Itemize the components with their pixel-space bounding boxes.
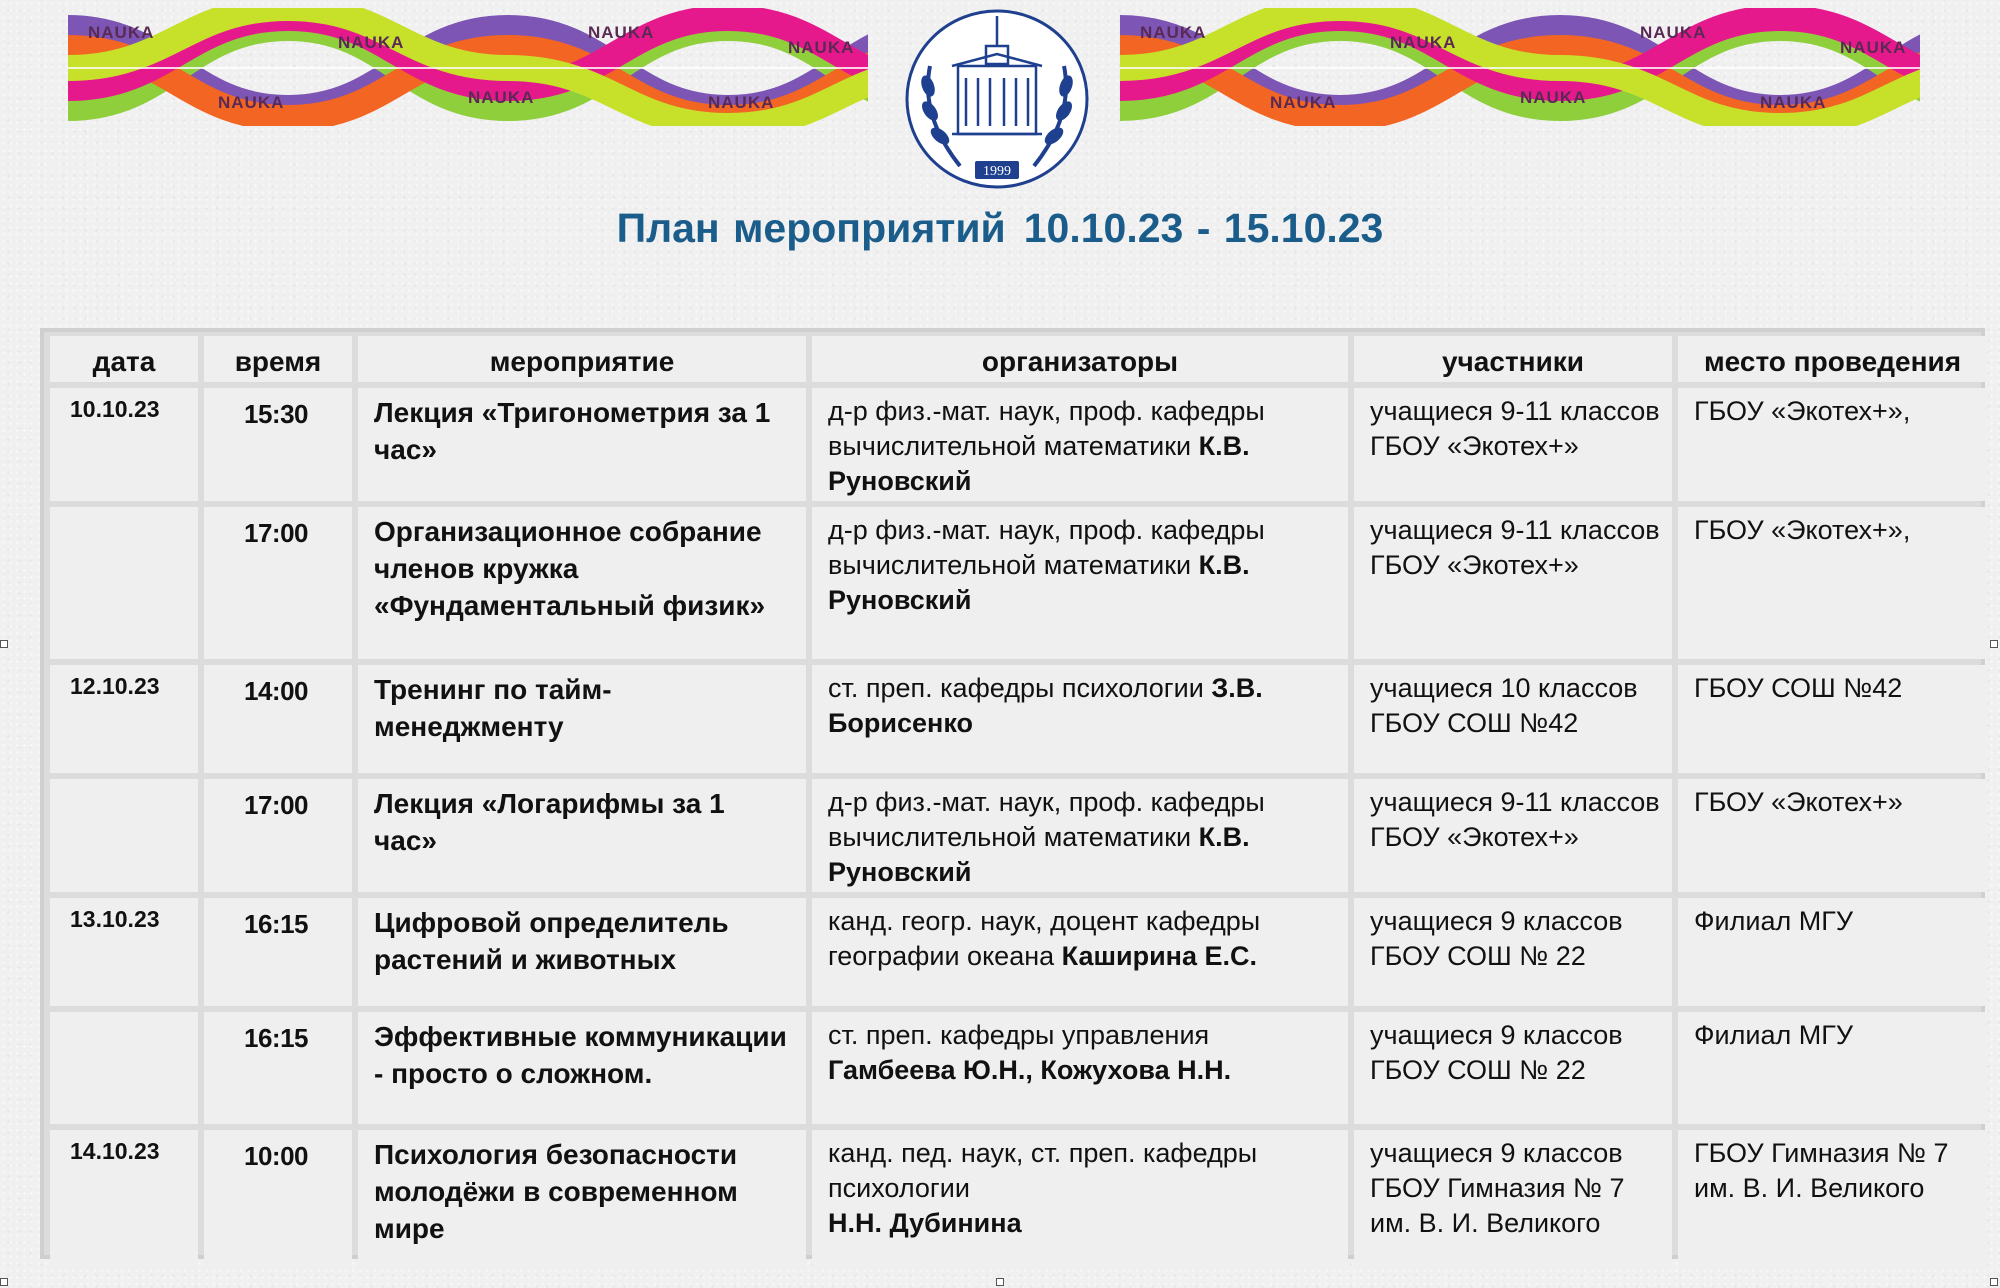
cell-organizers [812,665,1348,773]
ribbon-word: NAUKA [588,23,655,42]
cell-date: 14.10.23 [50,1130,198,1270]
emblem-year: 1999 [983,164,1011,179]
ribbon-word: NAUKA [338,33,405,52]
ribbon-word: NAUKA [1520,88,1587,107]
cell-date [50,779,198,892]
cell-time: 15:30 [204,388,352,501]
cell-date: 13.10.23 [50,898,198,1006]
ribbon-word: NAUKA [1140,23,1207,42]
organizer-name: Каширина Е.С. [1061,941,1258,971]
ribbon-word: NAUKA [788,38,855,57]
table-row [50,779,1987,892]
decorative-ribbon-left [68,8,868,126]
cell-participants: учащиеся 9 классов ГБОУ Гимназия № 7 им. В. И. Великого [1354,1130,1672,1270]
cell-place: Филиал МГУ [1678,898,1987,1006]
cell-place: ГБОУ Гимназия № 7 им. В. И. Великого [1678,1130,1987,1270]
title-dates: 10.10.23 - 15.10.23 [1023,205,1384,251]
ribbon-word: NAUKA [708,93,775,112]
cell-date [50,507,198,659]
ribbon-word: NAUKA [1760,93,1827,112]
university-emblem [900,6,1094,192]
cell-participants: учащиеся 9-11 классов ГБОУ «Экотех+» [1354,507,1672,659]
ribbon-word: NAUKA [88,23,155,42]
cell-event: Эффективные коммуникации - просто о сложном. [358,1012,806,1124]
page-title [0,205,2000,252]
cell-organizers [812,1130,1348,1270]
organizer-name: З.В. Борисенко [828,673,1263,738]
ribbon-word: NAUKA [468,88,535,107]
cell-place: ГБОУ «Экотех+», [1678,388,1987,501]
ribbon-word: NAUKA [1640,23,1707,42]
organizer-title: ст. преп. кафедры психологии [828,673,1204,703]
cell-place: ГБОУ «Экотех+», [1678,507,1987,659]
cell-event: Психология безопасности молодёжи в современном мире [358,1130,806,1270]
cell-time: 16:15 [204,898,352,1006]
ribbon-word: NAUKA [1270,93,1337,112]
cell-participants: учащиеся 9-11 классов ГБОУ «Экотех+» [1354,388,1672,501]
organizer-title: канд. геогр. наук, доцент кафедры географии океана [828,906,1261,971]
table-row [50,1012,1987,1124]
organizer-name: Гамбеева Ю.Н., Кожухова Н.Н. [828,1055,1232,1085]
cell-place: Филиал МГУ [1678,1012,1987,1124]
cell-organizers [812,898,1348,1006]
organizer-title: д-р физ.-мат. наук, проф. кафедры вычислительной математики [828,787,1265,852]
organizer-name: К.В. Руновский [828,822,1250,887]
column-header-time: время [204,336,352,382]
cell-participants: учащиеся 9 классов ГБОУ СОШ № 22 [1354,898,1672,1006]
schedule-table-frame [40,328,1985,1259]
schedule-table [44,330,1993,1276]
cell-organizers [812,507,1348,659]
column-header-participants: участники [1354,336,1672,382]
cell-time: 17:00 [204,507,352,659]
cell-participants: учащиеся 10 классов ГБОУ СОШ №42 [1354,665,1672,773]
organizer-name: Н.Н. Дубинина [828,1208,1022,1238]
organizer-title: канд. пед. наук, ст. преп. кафедры психологии [828,1138,1258,1203]
ribbon-word: NAUKA [1390,33,1457,52]
cell-organizers [812,779,1348,892]
table-row [50,1130,1987,1270]
resize-handle-left[interactable] [0,640,8,648]
cell-date: 10.10.23 [50,388,198,501]
ribbon-word: NAUKA [1840,38,1907,57]
cell-place: ГБОУ «Экотех+» [1678,779,1987,892]
column-header-date: дата [50,336,198,382]
cell-event: Лекция «Тригонометрия за 1 час» [358,388,806,501]
table-row [50,388,1987,501]
cell-participants: учащиеся 9 классов ГБОУ СОШ № 22 [1354,1012,1672,1124]
cell-time: 10:00 [204,1130,352,1270]
cell-participants: учащиеся 9-11 классов ГБОУ «Экотех+» [1354,779,1672,892]
column-header-event: мероприятие [358,336,806,382]
organizer-title: ст. преп. кафедры управления [828,1020,1210,1050]
resize-handle-bottom-right[interactable] [1990,1278,1998,1286]
cell-event: Лекция «Логарифмы за 1 час» [358,779,806,892]
title-prefix: План мероприятий [616,205,1006,251]
organizer-title: д-р физ.-мат. наук, проф. кафедры вычислительной математики [828,515,1265,580]
organizer-name: К.В. Руновский [828,431,1250,496]
ribbon-word: NAUKA [218,93,285,112]
cell-organizers [812,1012,1348,1124]
cell-date: 12.10.23 [50,665,198,773]
table-row [50,898,1987,1006]
cell-organizers [812,388,1348,501]
resize-handle-bottom-left[interactable] [0,1278,8,1286]
cell-time: 17:00 [204,779,352,892]
table-row [50,507,1987,659]
table-row [50,665,1987,773]
organizer-title: д-р физ.-мат. наук, проф. кафедры вычислительной математики [828,396,1265,461]
resize-handle-bottom[interactable] [996,1278,1004,1286]
cell-event: Организационное собрание членов кружка «Фундаментальный физик» [358,507,806,659]
cell-place: ГБОУ СОШ №42 [1678,665,1987,773]
cell-date [50,1012,198,1124]
cell-event: Цифровой определитель растений и животных [358,898,806,1006]
organizer-name: К.В. Руновский [828,550,1250,615]
decorative-ribbon-right [1120,8,1920,126]
cell-time: 16:15 [204,1012,352,1124]
cell-event: Тренинг по тайм-менеджменту [358,665,806,773]
column-header-place: место проведения [1678,336,1987,382]
cell-time: 14:00 [204,665,352,773]
column-header-organizers: организаторы [812,336,1348,382]
table-header-row [50,336,1987,382]
resize-handle-right[interactable] [1990,640,1998,648]
